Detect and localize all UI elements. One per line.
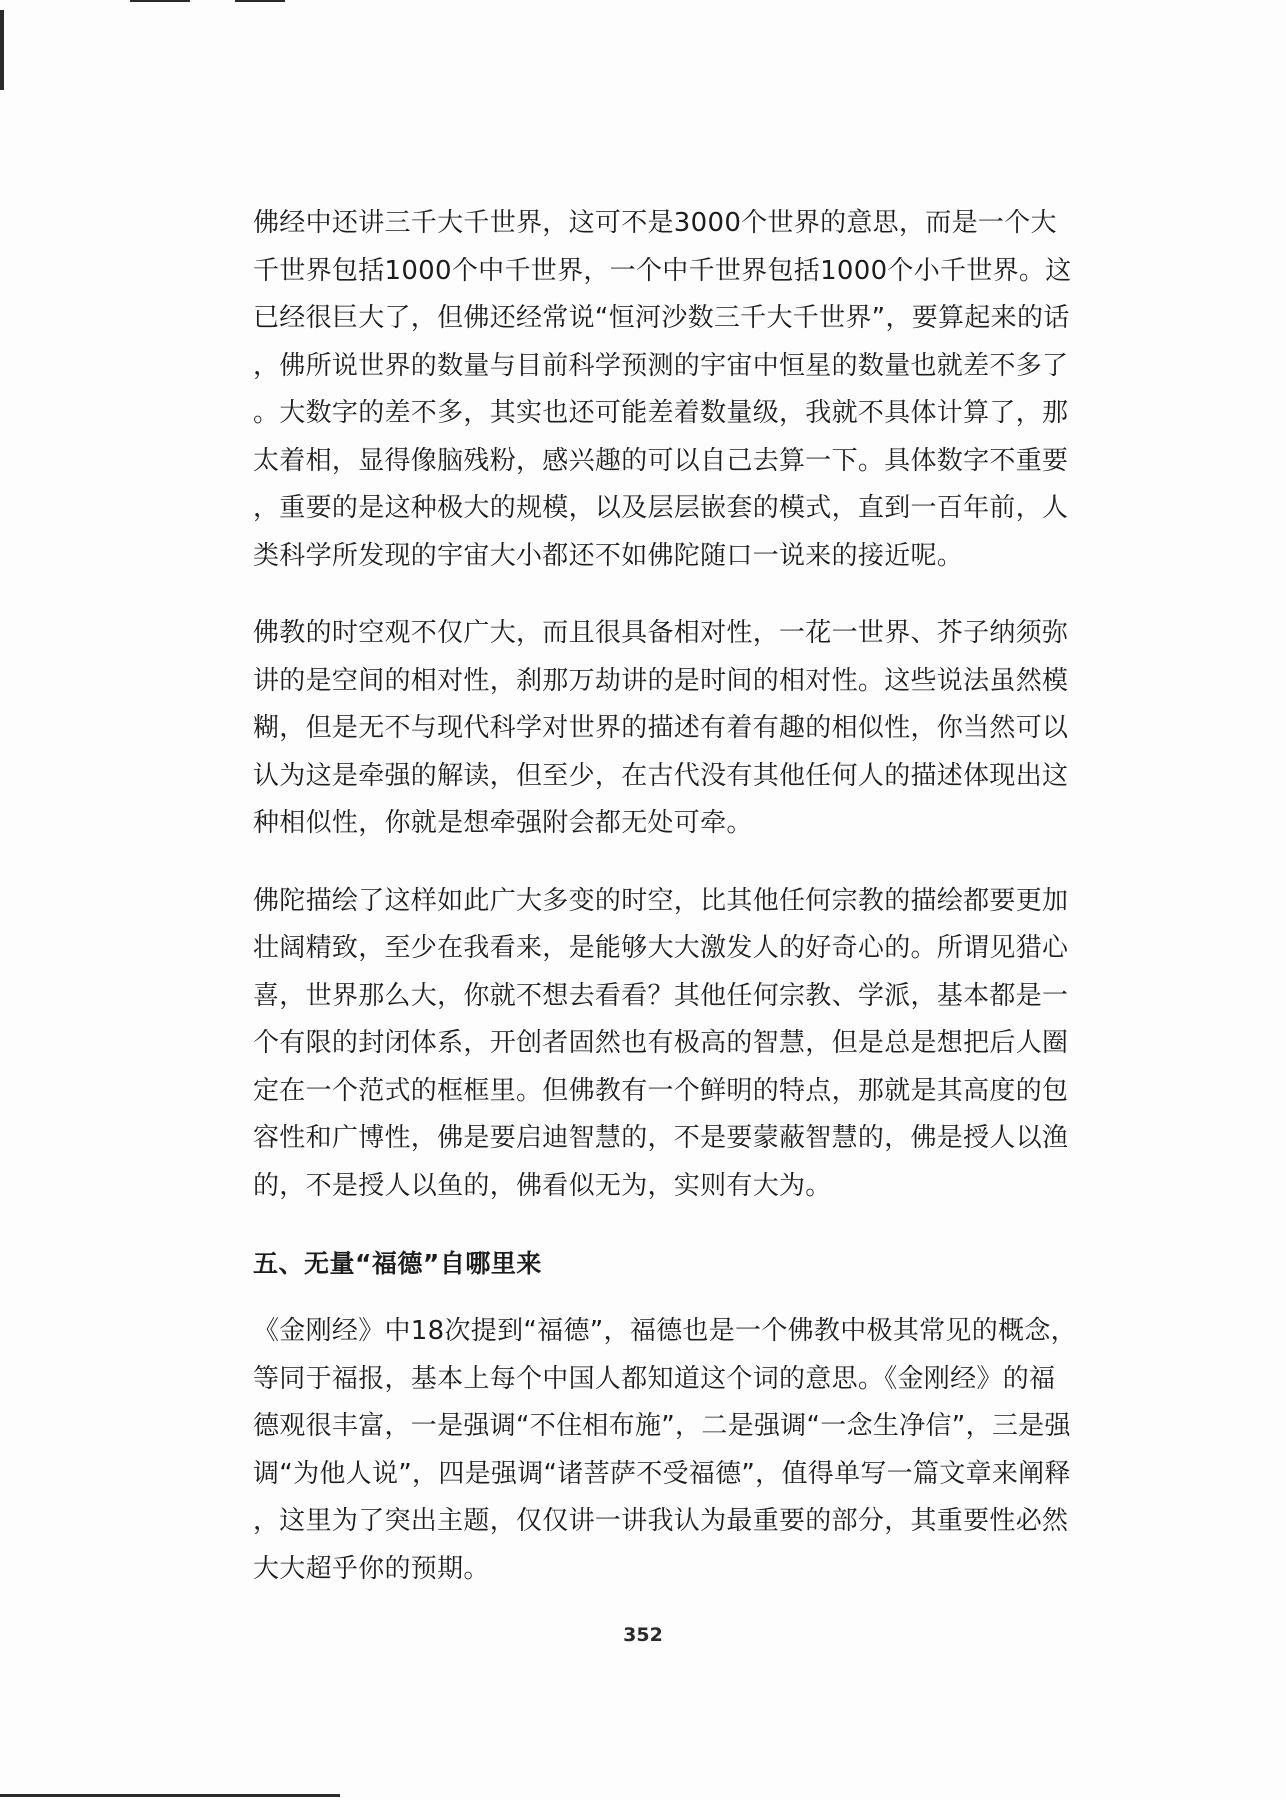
text-line: 德观很丰富，一是强调“不住相布施”，二是强调“一念生净信”，三是强: [253, 1411, 1071, 1441]
text-line: 佛教的时空观不仅广大，而且很具备相对性，一花一世界、芥子纳须弥: [253, 618, 1069, 648]
text-line: 喜，世界那么大，你就不想去看看？其他任何宗教、学派，基本都是一: [253, 980, 1069, 1011]
scan-edge-mark: [0, 1794, 340, 1797]
paragraph: [253, 200, 1073, 580]
text-line: ，这里为了突出主题，仅仅讲一讲我认为最重要的部分，其重要性必然: [253, 1506, 1069, 1536]
scan-edge-mark: [235, 0, 285, 2]
page-number: 352: [623, 1624, 663, 1646]
body-text: [253, 200, 1077, 1623]
text-line: 讲的是空间的相对性，刹那万劫讲的是时间的相对性。这些说法虽然模: [253, 665, 1069, 696]
paragraph: [253, 1308, 1077, 1593]
text-line: 糊，但是无不与现代科学对世界的描述有着有趣的相似性，你当然可以: [253, 713, 1069, 743]
text-line: 类科学所发现的宇宙大小都还不如佛陀随口一说来的接近呢。: [253, 540, 964, 571]
paragraph: [253, 878, 1073, 1211]
text-line: 千世界包括1000个中千世界，一个中千世界包括1000个小千世界。这: [253, 255, 1072, 286]
scan-edge-mark: [0, 10, 4, 90]
text-line: 大大超乎你的预期。: [253, 1553, 490, 1584]
text-line: ，重要的是这种极大的规模，以及层层嵌套的模式，直到一百年前，人: [253, 493, 1069, 523]
text-line: 。大数字的差不多，其实也还可能差着数量级，我就不具体计算了，那: [253, 398, 1069, 428]
paragraph: [253, 610, 1073, 848]
text-line: 个有限的封闭体系，开创者固然也有极高的智慧，但是总是想把后人圈: [253, 1028, 1069, 1058]
text-line: 已经很巨大了，但佛还经常说“恒河沙数三千大千世界”，要算起来的话: [253, 303, 1070, 333]
text-line: ，佛所说世界的数量与目前科学预测的宇宙中恒星的数量也就差不多了: [253, 350, 1069, 381]
text-line: 佛经中还讲三千大千世界，这可不是3000个世界的意思，而是一个大: [253, 208, 1057, 238]
text-line: 等同于福报，基本上每个中国人都知道这个词的意思。《金刚经》的福: [253, 1363, 1056, 1394]
text-line: 的，不是授人以鱼的，佛看似无为，实则有大为。: [253, 1170, 832, 1201]
text-line: 佛陀描绘了这样如此广大多变的时空，比其他任何宗教的描绘都要更加: [253, 885, 1069, 916]
text-line: 定在一个范式的框框里。但佛教有一个鲜明的特点，那就是其高度的包: [253, 1075, 1069, 1106]
text-line: 太着相，显得像脑残粉，感兴趣的可以自己去算一下。具体数字不重要: [253, 445, 1069, 476]
text-line: 种相似性，你就是想牵强附会都无处可牵。: [253, 808, 753, 838]
scan-edge-mark: [130, 0, 190, 2]
text-line: 容性和广博性，佛是要启迪智慧的，不是要蒙蔽智慧的，佛是授人以渔: [253, 1123, 1069, 1153]
text-line: 认为这是牵强的解读，但至少，在古代没有其他任何人的描述体现出这: [253, 760, 1069, 791]
text-line: 《金刚经》中18次提到“福德”，福德也是一个佛教中极其常见的概念，: [253, 1316, 1077, 1346]
section-heading: 五、无量“福德”自哪里来: [253, 1249, 542, 1278]
text-line: 壮阔精致，至少在我看来，是能够大大激发人的好奇心的。所谓见猎心: [253, 933, 1069, 963]
text-line: 调“为他人说”，四是强调“诸菩萨不受福德”，值得单写一篇文章来阐释: [253, 1458, 1071, 1489]
